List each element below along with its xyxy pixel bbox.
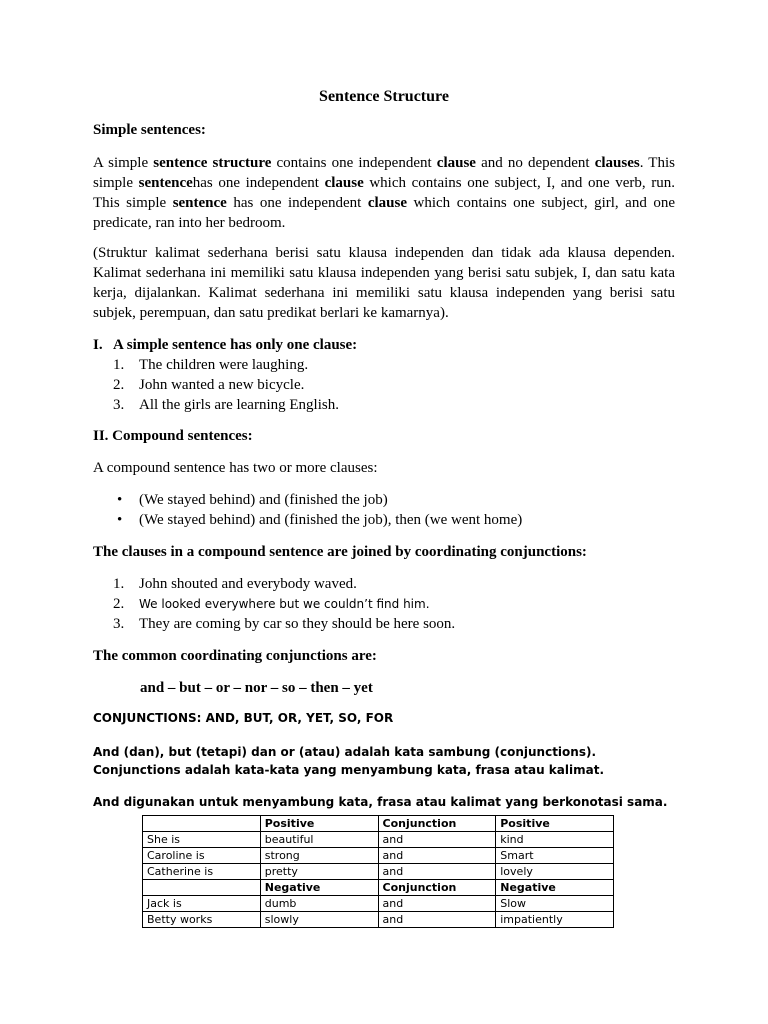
and-usage-paragraph: And digunakan untuk menyambung kata, frasa atau kalimat yang berkonotasi sama. bbox=[93, 795, 668, 809]
table-row bbox=[143, 912, 614, 928]
compound-intro: A compound sentence has two or more clauses: bbox=[93, 460, 378, 476]
table-cell: slowly bbox=[260, 912, 378, 928]
table-cell: kind bbox=[496, 832, 614, 848]
table-row bbox=[143, 816, 614, 832]
section-1-list bbox=[93, 355, 675, 415]
section-2-heading: II. Compound sentences: bbox=[93, 428, 253, 444]
table-cell: and bbox=[378, 832, 496, 848]
table-cell: She is bbox=[143, 832, 261, 848]
table-cell: Positive bbox=[260, 816, 378, 832]
table-row bbox=[143, 848, 614, 864]
conjunctions-heading: CONJUNCTIONS: AND, BUT, OR, YET, SO, FOR bbox=[93, 711, 394, 725]
compound-bullets bbox=[93, 490, 675, 530]
table-cell bbox=[143, 880, 261, 896]
table-cell: lovely bbox=[496, 864, 614, 880]
table-cell: Conjunction bbox=[378, 816, 496, 832]
table-cell: Smart bbox=[496, 848, 614, 864]
table-cell: Catherine is bbox=[143, 864, 261, 880]
table-cell: and bbox=[378, 912, 496, 928]
table-cell: Positive bbox=[496, 816, 614, 832]
table-cell: strong bbox=[260, 848, 378, 864]
table-cell: impatiently bbox=[496, 912, 614, 928]
page-title: Sentence Structure bbox=[319, 88, 449, 105]
table-cell: Slow bbox=[496, 896, 614, 912]
list-item: 2. John wanted a new bicycle. bbox=[113, 377, 305, 393]
joined-heading: The clauses in a compound sentence are joined by coordinating conjunctions: bbox=[93, 544, 587, 560]
table-row bbox=[143, 832, 614, 848]
table-cell: Betty works bbox=[143, 912, 261, 928]
document-page bbox=[93, 86, 675, 811]
list-item: 1. John shouted and everybody waved. bbox=[113, 576, 357, 592]
common-heading: The common coordinating conjunctions are: bbox=[93, 648, 377, 664]
section-1-heading: I. A simple sentence has only one clause: bbox=[93, 337, 358, 353]
simple-sentences-heading: Simple sentences: bbox=[93, 122, 206, 138]
table-cell: and bbox=[378, 848, 496, 864]
table-cell: pretty bbox=[260, 864, 378, 880]
table-cell: Conjunction bbox=[378, 880, 496, 896]
table-cell: beautiful bbox=[260, 832, 378, 848]
table-cell: Jack is bbox=[143, 896, 261, 912]
simple-paragraph-id: (Struktur kalimat sederhana berisi satu klausa independen dan tidak ada klausa dependen. Kalimat sederhana ini memiliki satu klausa independen yang berisi satu subjek, I, dan satu kata kerja, dijalankan. Kalimat sederhana ini memiliki satu klausa independen yang berisi satu subjek, perempuan, dan satu predikat berlari ke kamarnya). bbox=[93, 245, 675, 321]
conjunction-examples-list bbox=[93, 574, 675, 634]
table-cell: and bbox=[378, 864, 496, 880]
table-row bbox=[143, 896, 614, 912]
list-item: 2. We looked everywhere but we couldn’t find him. bbox=[113, 596, 430, 612]
list-item: 3. They are coming by car so they should be here soon. bbox=[113, 616, 456, 632]
conjunction-table bbox=[142, 815, 614, 928]
table-cell: and bbox=[378, 896, 496, 912]
simple-paragraph-en: A simple sentence structure contains one independent clause and no dependent clauses. This simple sentencehas one independent clause which contains one subject, I, and one verb, run. This simple sentence has one independent clause which contains one subject, girl, and one predicate, ran into her bedroom. bbox=[93, 155, 676, 231]
bullet-item: • (We stayed behind) and (finished the job) bbox=[117, 492, 388, 508]
common-conjunctions-list: and – but – or – nor – so – then – yet bbox=[140, 680, 373, 696]
conjunctions-paragraph: And (dan), but (tetapi) dan or (atau) adalah kata sambung (conjunctions). Conjunctions adalah kata-kata yang menyambung kata, frasa atau kalimat. bbox=[93, 745, 605, 777]
table-row bbox=[143, 880, 614, 896]
table-row bbox=[143, 864, 614, 880]
table-cell: dumb bbox=[260, 896, 378, 912]
list-item: 3. All the girls are learning English. bbox=[113, 397, 339, 413]
bullet-item: • (We stayed behind) and (finished the job), then (we went home) bbox=[117, 512, 523, 528]
table-cell: Negative bbox=[260, 880, 378, 896]
table-cell: Caroline is bbox=[143, 848, 261, 864]
table-cell bbox=[143, 816, 261, 832]
table-cell: Negative bbox=[496, 880, 614, 896]
list-item: 1. The children were laughing. bbox=[113, 357, 309, 373]
